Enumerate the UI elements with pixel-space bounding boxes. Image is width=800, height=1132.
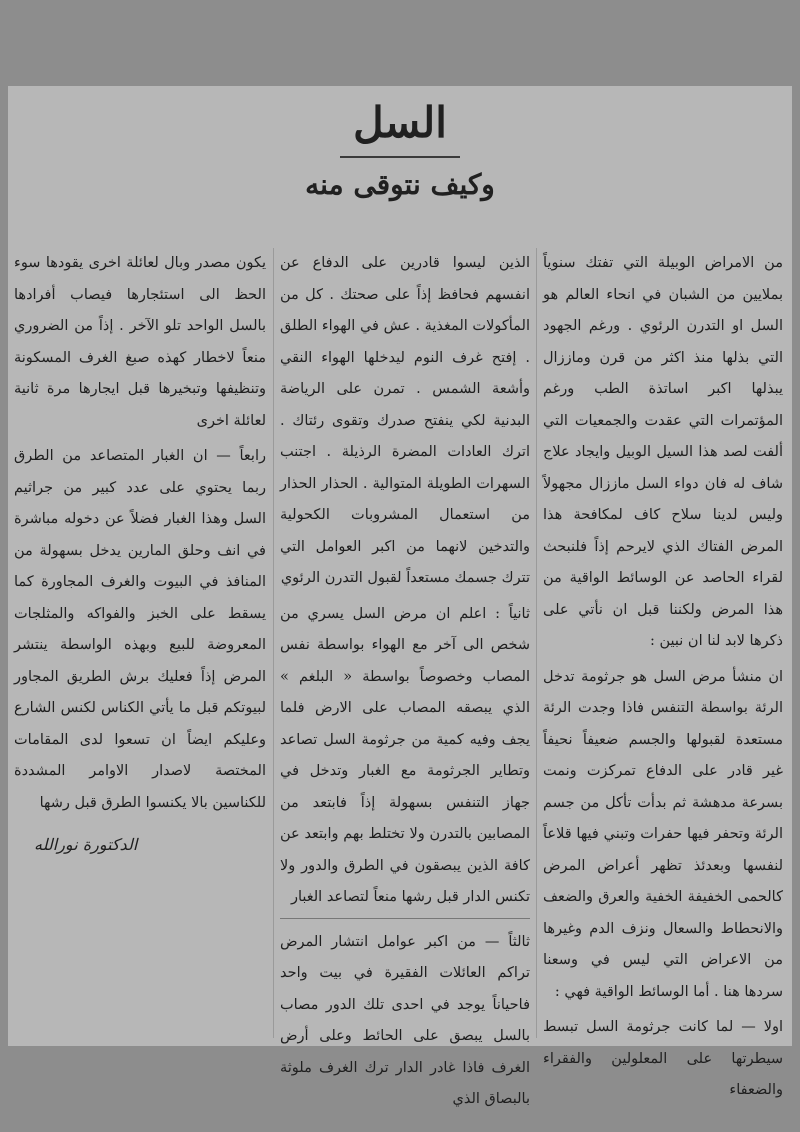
document-page: [8, 86, 792, 1107]
paragraph: يكون مصدر وبال لعائلة اخرى يقودها سوء الحظ الى استئجارها فيصاب أفرادها بالسل الواحد تلو الآخر . إذاً من الضروري منعاً لاخطار كهذه صبغ الغرف المسكونة وتنظيفها وتبخيرها قبل ايجارها مرة ثانية لعائلة اخرى: [14, 255, 266, 429]
paragraph: ثانياً : اعلم ان مرض السل يسري من شخص الى آخر مع الهواء بواسطة نفس المصاب وخصوصاً بواسطة « البلغم » الذي يبصقه المصاب على الارض فلما يجف وفيه كمية من جرثومة السل تصاعد وتطاير الجرثومة مع الغبار وتدخل في جهاز التنفس بسهولة إذاً فابتعد من المصابين بالتدرن ولا تختلط بهم وابتعد عن كافة الذين يبصقون في الطرق والدور ولا تكنس الدار قبل رشها منعاً لتصاعد الغبار: [280, 605, 530, 905]
paragraph: من الامراض الوبيلة التي تفتك سنوياً بملايين من الشبان في انحاء العالم هو السل او التدرن الرئوي . ورغم الجهود التي بذلها منذ اكثر من قرن وماززال يبذلها اكبر اساتذة الطب ورغم المؤتمرات التي عقدت والجمعيات التي ألفت لصد هذا السيل الوبيل وايجاد علاج شاف له فان دواء السل ماززال مجهولاً وليس لدينا سلاح كاف لمكافحة هذا المرض الفتاك الذي لايرحم إذاً فلنبحث لقراء الحاصد عن الوسائط الواقية من هذا المرض ولكننا قبل ان نأتي على ذكرها لابد لنا ان نبين :: [543, 255, 783, 649]
paragraph: رابعاً — ان الغبار المتصاعد من الطرق ربما يحتوي على عدد كبير من جراثيم السل وهذا الغبار فضلاً عن دخوله مباشرة في انف وحلق المارين يدخل بسهولة من المنافذ في البيوت والغرف المجاورة كما يسقط على الخبز والفواكه والمثلجات المعروضة للبيع وبهذه الواسطة ينتشر المرض إذاً فعليك برش الطريق المجاور لبيوتكم قبل ما يأتي الكناس لكنس الشارع وعليكم ايضاً ان تسعوا لدى المقامات المختصة لاصدار الاوامر المشددة للكناسين بالا يكنسوا الطرق قبل رشها: [14, 448, 266, 811]
column-middle: [280, 248, 530, 1120]
column-divider-right: [536, 248, 537, 1038]
article-title: السل: [353, 98, 447, 147]
author-signature: الدكتورة نورالله: [34, 835, 138, 854]
article-subtitle: وكيف نتوقى منه: [305, 168, 495, 201]
column-divider-left: [273, 248, 274, 1038]
title-block: [8, 96, 792, 204]
paragraph: ان منشأ مرض السل هو جرثومة تدخل الرئة بواسطة التنفس فاذا وجدت الرئة مستعدة لقبولها والجسم ضعيفاً نحيفاً غير قادر على الدفاع تمركزت ونمت بسرعة مدهشة ثم بدأت تأكل من جسم الرئة وتحفر فيها حفرات وتبني فيها قلاعاً لنفسها وبعدئذ تظهر أعراض المرض كالحمى الخفيفة الخفية والعرق والضعف والانحطاط والسعال ونزف الدم وغيرها من الاعراض التي ليس في وسعنا سردها هنا . أما الوسائط الواقية فهي :: [543, 668, 783, 1000]
paragraph: الذين ليسوا قادرين على الدفاع عن انفسهم فحافظ إذاً على صحتك . كل من المأكولات المغذية . عش في الهواء الطلق . إفتح غرف النوم ليدخلها الهواء النقي وأشعة الشمس . تمرن على الرياضة البدنية لكي ينفتح صدرك وتقوى رئتاك . اترك العادات المضرة الرذيلة . اجتنب السهرات الطويلة المتوالية . الحذار الحذار من استعمال المشروبات الكحولية والتدخين لانهما من اكبر العوامل التي تترك جسمك مستعداً لقبول التدرن الرئوي: [280, 255, 530, 586]
paragraph: اولا — لما كانت جرثومة السل تبسط سيطرتها على المعلولين والفقراء والضعفاء: [543, 1019, 783, 1098]
column-left: [14, 248, 266, 861]
paragraph-boxed: ثالثاً — من اكبر عوامل انتشار المرض تراكم العائلات الفقيرة في بيت واحد فاحياناً يوجد في احدى تلك الدور مصاب بالسل يبصق على الحائط وعلى أرض الغرف فاذا غادر الدار ترك الغرف ملوثة بالبصاق الذي: [280, 918, 530, 1116]
column-right: [543, 248, 783, 1111]
title-divider: [340, 156, 460, 158]
